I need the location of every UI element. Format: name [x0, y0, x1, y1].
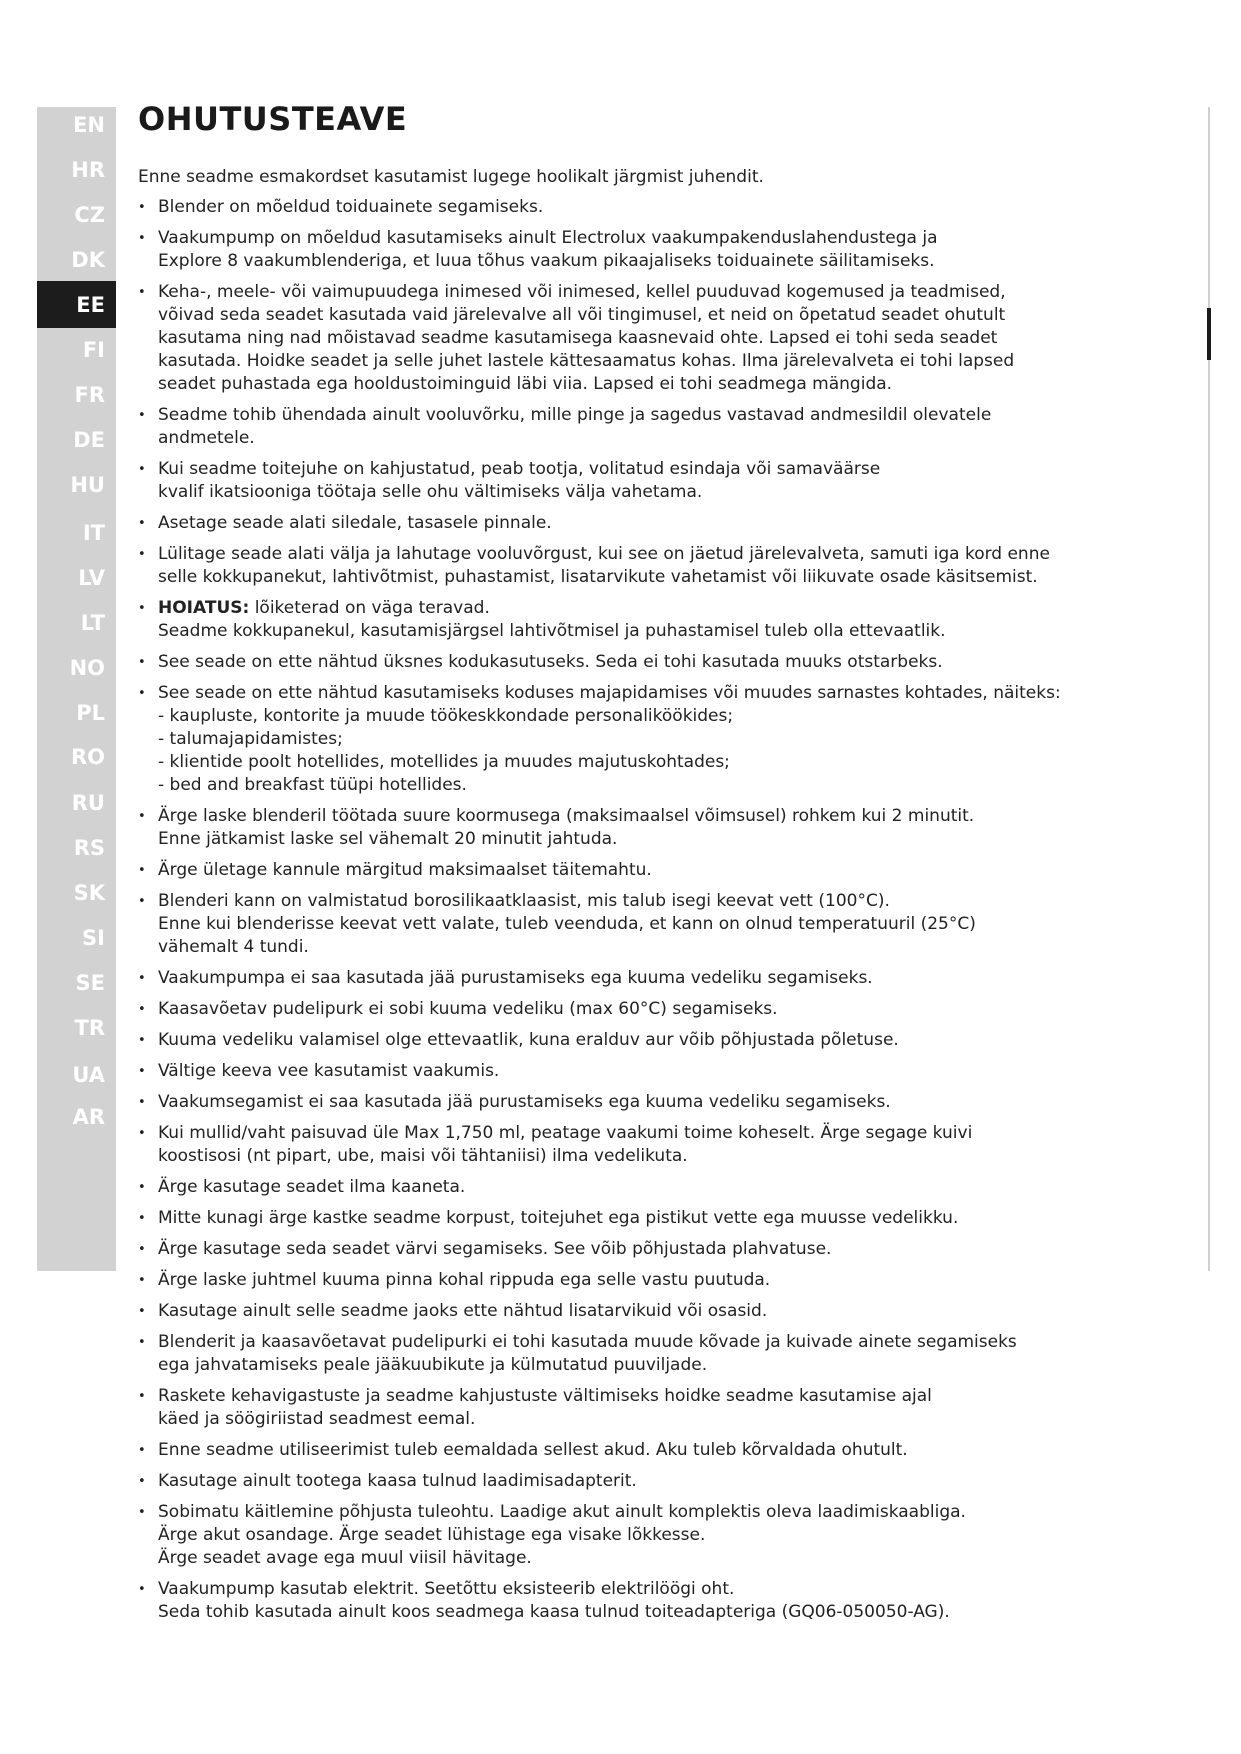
lang-tab-no[interactable]: NO [69, 655, 105, 680]
lang-tab-se[interactable]: SE [75, 970, 105, 995]
rule-line: - talumajapidamistes; [158, 729, 343, 749]
lang-tab-sk[interactable]: SK [73, 880, 105, 905]
safety-rule [138, 1122, 1138, 1168]
rule-line: seadet puhastada ega hooldustoiminguid läbi viia. Lapsed ei tohi seadmega mängida. [158, 374, 893, 394]
rule-line: Seda tohib kasutada ainult koos seadmega kaasa tulnud toiteadapteriga (GQ06-050050-AG). [158, 1602, 950, 1622]
rule-line: • Kui seadme toitejuhe on kahjustatud, peab tootja, volitatud esindaja või samaväärse [158, 459, 881, 479]
lang-tab-dk[interactable]: DK [71, 247, 105, 272]
rule-line: Explore 8 vaakumblenderiga, et luua tõhus vaakum pikaajaliseks toiduainete säilitamiseks. [158, 251, 935, 271]
rule-line: - klientide poolt hotellides, motellides ja muudes majutuskohtades; [158, 752, 730, 772]
safety-rule [138, 1439, 1138, 1462]
lang-tab-ru[interactable]: RU [71, 790, 105, 815]
safety-rule [138, 1578, 1138, 1624]
rule-line: • Kui mullid/vaht paisuvad üle Max 1,750 ml, peatage vaakumi toime koheselt. Ärge segage kuivi [158, 1123, 973, 1143]
rule-line: • Raskete kehavigastuste ja seadme kahjustuste vältimiseks hoidke seadme kasutamise ajal [158, 1386, 932, 1406]
rule-line: • Vaakumpump on mõeldud kasutamiseks ainult Electrolux vaakumpakenduslahendustega ja [158, 228, 938, 248]
rule-line: kasutada. Hoidke seadet ja selle juhet lastele kättesaamatus kohas. Ilma järelevalveta ei tohi lapsed [158, 351, 1015, 371]
lang-tab-lt[interactable]: LT [80, 610, 105, 635]
rule-line: - bed and breakfast tüüpi hotellides. [158, 775, 467, 795]
rule-line: käed ja söögiriistad seadmest eemal. [158, 1409, 476, 1429]
rule-line: • Ärge ületage kannule märgitud maksimaalset täitemahtu. [158, 860, 652, 880]
safety-rule [138, 458, 1138, 504]
right-margin-active-marker [1207, 308, 1211, 360]
lang-tab-tr[interactable]: TR [74, 1015, 105, 1040]
lang-tab-ee[interactable]: EE [37, 281, 116, 328]
safety-rule [138, 651, 1138, 674]
rule-line: • Vaakumpump kasutab elektrit. Seetõttu eksisteerib elektrilöögi oht. [158, 1579, 735, 1599]
rule-line: • Ärge kasutage seadet ilma kaaneta. [158, 1177, 466, 1197]
rule-line: • Keha-, meele- või vaimupuudega inimesed või inimesed, kellel puuduvad kogemused ja teadmised, [158, 282, 1006, 302]
safety-rule [138, 1238, 1138, 1261]
warning-text: lõiketerad on väga teravad. [249, 598, 490, 618]
rule-line: • Blender on mõeldud toiduainete segamiseks. [158, 197, 544, 217]
safety-rule [138, 805, 1138, 851]
safety-rule [138, 404, 1138, 450]
safety-rule [138, 998, 1138, 1021]
lang-tab-rs[interactable]: RS [73, 835, 105, 860]
rule-line: Ärge akut osandage. Ärge seadet lühistage ega visake lõkkesse. [158, 1525, 706, 1545]
lang-tab-fr[interactable]: FR [74, 382, 105, 407]
safety-rule [138, 1176, 1138, 1199]
safety-rule [138, 1331, 1138, 1377]
safety-rules-list [138, 196, 1138, 1624]
lang-tab-hu[interactable]: HU [70, 472, 105, 497]
safety-rule [138, 1501, 1138, 1570]
rule-line: kvalif ikatsiooniga töötaja selle ohu vältimiseks välja vahetama. [158, 482, 703, 502]
rule-line: • See seade on ette nähtud üksnes kodukasutuseks. Seda ei tohi kasutada muuks otstarbeks. [158, 652, 943, 672]
rule-line: selle kokkupanekut, lahtivõtmist, puhastamist, lisatarvikute vahetamist või liikuvate osade käsitsemist. [158, 567, 1038, 587]
right-margin-rule [1208, 107, 1210, 1271]
safety-rule [138, 281, 1138, 396]
rule-line: vähemalt 4 tundi. [158, 937, 309, 957]
lang-tab-fi[interactable]: FI [82, 337, 105, 362]
rule-line: Enne jätkamist laske sel vähemalt 20 minutit jahtuda. [158, 829, 618, 849]
rule-line: • Lülitage seade alati välja ja lahutage vooluvõrgust, kui see on jäetud järelevalveta, samuti iga kord enne [158, 544, 1050, 564]
rule-line: • Kuuma vedeliku valamisel olge ettevaatlik, kuna eralduv aur võib põhjustada põletuse. [158, 1030, 899, 1050]
page-title: OHUTUSTEAVE [138, 100, 408, 138]
safety-rule [138, 1269, 1138, 1292]
rule-line: koostisosi (nt pipart, ube, maisi või tähtaniisi) ilma vedelikuta. [158, 1146, 688, 1166]
rule-line: Ärge seadet avage ega muul viisil hävitage. [158, 1548, 532, 1568]
lang-tab-cz[interactable]: CZ [74, 202, 105, 227]
rule-line: Enne kui blenderisse keevat vett valate, tuleb veenduda, et kann on olnud temperatuuril (25°C) [158, 914, 976, 934]
rule-line: ega jahvatamiseks peale jääkuubikute ja külmutatud puuviljade. [158, 1355, 708, 1375]
safety-rule [138, 1029, 1138, 1052]
lang-tab-de[interactable]: DE [73, 427, 105, 452]
rule-line: • Sobimatu käitlemine põhjusta tuleohtu. Laadige akut ainult komplektis oleva laadimiskaabliga. [158, 1502, 966, 1522]
safety-rule [138, 1385, 1138, 1431]
safety-rule [138, 597, 1138, 643]
rule-line: • See seade on ette nähtud kasutamiseks koduses majapidamises või muudes sarnastes kohtades, näiteks: [158, 683, 1061, 703]
rule-line: • Ärge laske juhtmel kuuma pinna kohal rippuda ega selle vastu puutuda. [158, 1270, 771, 1290]
intro-text: Enne seadme esmakordset kasutamist lugege hoolikalt järgmist juhendit. [138, 167, 764, 187]
rule-line: • Enne seadme utiliseerimist tuleb eemaldada sellest akud. Aku tuleb kõrvaldada ohutult. [158, 1440, 908, 1460]
rule-line: • Blenderi kann on valmistatud borosilikaatklaasist, mis talub isegi keevat vett (100°C). [158, 891, 890, 911]
safety-rule [138, 512, 1138, 535]
rule-line: andmetele. [158, 428, 255, 448]
rule-line: • Vältige keeva vee kasutamist vaakumis. [158, 1061, 500, 1081]
safety-rule [138, 1060, 1138, 1083]
lang-tab-lv[interactable]: LV [78, 565, 105, 590]
safety-rule [138, 1091, 1138, 1114]
safety-content [138, 100, 1138, 1632]
rule-line: võivad seda seadet kasutada vaid järelevalve all või tingimusel, et neid on õpetatud seadet ohutult [158, 305, 1006, 325]
rule-line: • Ärge laske blenderil töötada suure koormusega (maksimaalsel võimsusel) rohkem kui 2 minutit. [158, 806, 975, 826]
lang-tab-si[interactable]: SI [82, 925, 105, 950]
lang-tab-it[interactable]: IT [82, 520, 105, 545]
warning-label: HOIATUS: [158, 598, 250, 618]
rule-line: • Vaakumsegamist ei saa kasutada jää purustamiseks ega kuuma vedeliku segamiseks. [158, 1092, 891, 1112]
safety-rule [138, 1300, 1138, 1323]
lang-tab-en[interactable]: EN [73, 112, 105, 137]
rule-line: • Kaasavõetav pudelipurk ei sobi kuuma vedeliku (max 60°C) segamiseks. [158, 999, 778, 1019]
safety-rule [138, 1207, 1138, 1230]
rule-line: • Kasutage ainult selle seadme jaoks ette nähtud lisatarvikuid või osasid. [158, 1301, 768, 1321]
rule-line: • Kasutage ainult tootega kaasa tulnud laadimisadapterit. [158, 1471, 637, 1491]
lang-tab-ar[interactable]: AR [72, 1104, 105, 1129]
lang-tab-pl[interactable]: PL [76, 700, 105, 725]
safety-rule [138, 682, 1138, 797]
lang-tab-hr[interactable]: HR [71, 157, 105, 182]
rule-line: • Mitte kunagi ärge kastke seadme korpust, toitejuhet ega pistikut vette ega muusse vedelikku. [158, 1208, 959, 1228]
safety-rule [138, 859, 1138, 882]
rule-line: kasutama ning nad mõistavad seadme kasutamisega kaasnevaid ohte. Lapsed ei tohi seda seadet [158, 328, 998, 348]
safety-rule [138, 227, 1138, 273]
safety-rule [138, 967, 1138, 990]
lang-tab-ua[interactable]: UA [72, 1062, 105, 1087]
rule-line: • Vaakumpumpa ei saa kasutada jää purustamiseks ega kuuma vedeliku segamiseks. [158, 968, 873, 988]
rule-line: • Blenderit ja kaasavõetavat pudelipurki ei tohi kasutada muude kõvade ja kuivade ainete segamiseks [158, 1332, 1017, 1352]
rule-line: Seadme kokkupanekul, kasutamisjärgsel lahtivõtmisel ja puhastamisel tuleb olla ettevaatlik. [158, 621, 946, 641]
language-sidebar [37, 107, 116, 1271]
rule-line: • Seadme tohib ühendada ainult vooluvõrku, mille pinge ja sagedus vastavad andmesildil olevatele [158, 405, 992, 425]
safety-rule [138, 543, 1138, 589]
rule-line [158, 597, 1138, 620]
rule-line: - kaupluste, kontorite ja muude töökeskkondade personaliköökides; [158, 706, 734, 726]
rule-line: • Ärge kasutage seda seadet värvi segamiseks. See võib põhjustada plahvatuse. [158, 1239, 832, 1259]
safety-rule [138, 196, 1138, 219]
rule-line: • Asetage seade alati siledale, tasasele pinnale. [158, 513, 552, 533]
lang-tab-ro[interactable]: RO [70, 744, 105, 769]
safety-rule [138, 890, 1138, 959]
safety-rule [138, 1470, 1138, 1493]
